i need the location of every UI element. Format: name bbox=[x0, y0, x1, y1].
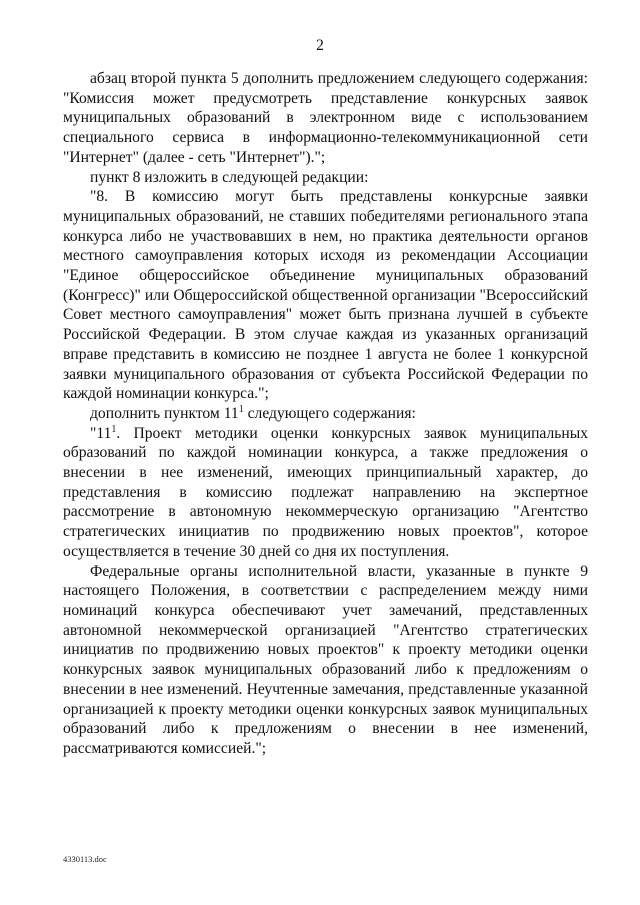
paragraph-federal-bodies: Федеральные органы исполнительной власти, указанные в пункте 9 настоящего Положения, в соответствии с распределением между ними номинаций конкурса обеспечивают учет замечаний, представленных автономной некоммерческой организацией "Агентство стратегических инициатив по продвижению новых проектов" к проекту методики оценки конкурсных заявок муниципальных образований либо к предложениям о внесении в нее изменений. Неучтенные замечания, представленные указанной организацией к проекту методики оценки конкурсных заявок муниципальных образований либо к предложениям о внесении в нее изменений, рассматриваются комиссией."; bbox=[63, 562, 588, 757]
point-11-1-text-after: . Проект методики оценки конкурсных заявок муниципальных образований по каждой номинации конкурса, а также предложения о внесении в нее изменений, имеющих принципиальный характер, до представления в комиссию подлежат направлению на экспертное рассмотрение в автономную некоммерческую организацию "Агентство стратегических инициатив по продвижению новых проектов", которое осуществляется в течение 30 дней со дня их поступления. bbox=[63, 424, 588, 560]
point-11-1-intro-superscript: 1 bbox=[238, 403, 244, 415]
document-body bbox=[63, 69, 588, 759]
point-11-1-intro-after: следующего содержания: bbox=[243, 404, 416, 422]
paragraph-point-8-intro: пункт 8 изложить в следующей редакции: bbox=[90, 168, 369, 186]
paragraph-point-8-text: "8. В комиссию могут быть представлены конкурсные заявки муниципальных образований, не ставших победителями регионального этапа конкурса либо не участвовавших в нем, но практика деятельности органов местного самоуправления которых исходя из рекомендации Ассоциации "Единое общероссийское объединение муниципальных образований (Конгресс)" или Общероссийской общественной организации "Всероссийский Совет местного самоуправления" может быть признана лучшей в субъекте Российской Федерации. В этом случае каждая из указанных организаций вправе представить в комиссию не позднее 1 августа не более 1 конкурсной заявки муниципального образования от субъекта Российской Федерации по каждой номинации конкурса."; bbox=[63, 188, 588, 403]
paragraph-point-11-1-text bbox=[63, 424, 588, 562]
point-11-1-text-before: "11 bbox=[90, 424, 112, 442]
point-11-1-text-superscript: 1 bbox=[111, 423, 117, 435]
paragraph-amend-point-5: абзац второй пункта 5 дополнить предложением следующего содержания: "Комиссия может предусмотреть представление конкурсных заявок муниципальных образований в электронном виде с использованием специального сервиса в информационно-телекоммуникационной сети "Интернет" (далее - сеть "Интернет")."; bbox=[63, 70, 588, 166]
point-11-1-intro-before: дополнить пунктом 11 bbox=[90, 404, 239, 422]
document-file-code: 4330113.doc bbox=[63, 854, 107, 864]
paragraph-point-11-1-intro bbox=[63, 404, 588, 424]
page-number: 2 bbox=[316, 37, 324, 54]
